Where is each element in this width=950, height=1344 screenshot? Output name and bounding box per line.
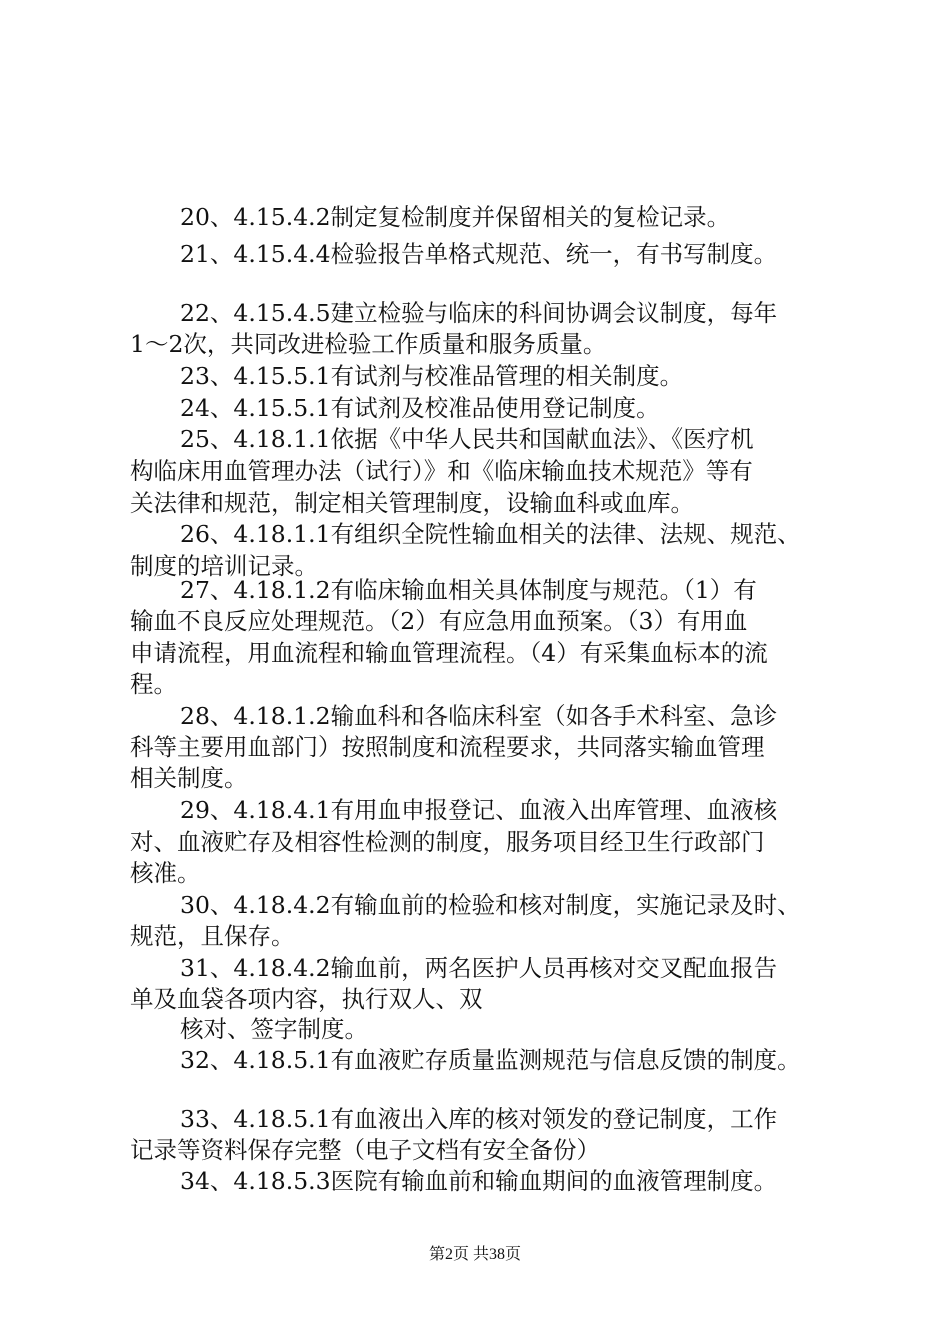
text-line: 31、4.18.4.2输血前，两名医护人员再核对交叉配血报告	[180, 954, 778, 982]
text-line: 关法律和规范，制定相关管理制度，设输血科或血库。	[130, 489, 694, 517]
text-line: 24、4.15.5.1有试剂及校准品使用登记制度。	[180, 394, 660, 422]
text-line: 程。	[130, 670, 177, 698]
text-line: 23、4.15.5.1有试剂与校准品管理的相关制度。	[180, 362, 684, 390]
text-line: 28、4.18.1.2输血科和各临床科室（如各手术科室、急诊	[180, 702, 778, 730]
text-line: 构临床用血管理办法（试行）》和《临床输血技术规范》等有	[130, 457, 753, 485]
text-line: 33、4.18.5.1有血液出入库的核对领发的登记制度，工作	[180, 1105, 778, 1133]
text-line: 核准。	[130, 859, 201, 887]
text-line: 32、4.18.5.1有血液贮存质量监测规范与信息反馈的制度。	[180, 1046, 801, 1074]
text-line: 科等主要用血部门）按照制度和流程要求，共同落实输血管理	[130, 733, 765, 761]
text-line: 相关制度。	[130, 764, 248, 792]
text-line: 22、4.15.4.5建立检验与临床的科间协调会议制度，每年	[180, 299, 778, 327]
text-line: 单及血袋各项内容，执行双人、双	[130, 985, 483, 1013]
text-line: 27、4.18.1.2有临床输血相关具体制度与规范。（1）有	[180, 576, 757, 604]
text-line: 记录等资料保存完整（电子文档有安全备份）	[130, 1136, 600, 1164]
text-line: 对、血液贮存及相容性检测的制度，服务项目经卫生行政部门	[130, 828, 765, 856]
text-line: 20、4.15.4.2制定复检制度并保留相关的复检记录。	[180, 203, 731, 231]
page-footer: 第2页 共38页	[428, 1246, 521, 1263]
text-line: 25、4.18.1.1依据《中华人民共和国献血法》、《医疗机	[180, 425, 754, 453]
text-line: 制度的培训记录。	[130, 552, 318, 580]
text-line: 34、4.18.5.3医院有输血前和输血期间的血液管理制度。	[180, 1167, 778, 1195]
text-line: 30、4.18.4.2有输血前的检验和核对制度，实施记录及时、	[180, 891, 801, 919]
text-line: 1～2次，共同改进检验工作质量和服务质量。	[130, 330, 607, 358]
text-line: 26、4.18.1.1有组织全院性输血相关的法律、法规、规范、	[180, 520, 801, 548]
text-line: 规范，且保存。	[130, 922, 295, 950]
text-line: 输血不良反应处理规范。（2）有应急用血预案。（3）有用血	[130, 607, 748, 635]
text-line: 21、4.15.4.4检验报告单格式规范、统一，有书写制度。	[180, 240, 778, 268]
text-line: 29、4.18.4.1有用血申报登记、血液入出库管理、血液核	[180, 796, 778, 824]
text-line: 申请流程，用血流程和输血管理流程。（4）有采集血标本的流	[130, 639, 768, 667]
text-line: 核对、签字制度。	[180, 1015, 368, 1043]
